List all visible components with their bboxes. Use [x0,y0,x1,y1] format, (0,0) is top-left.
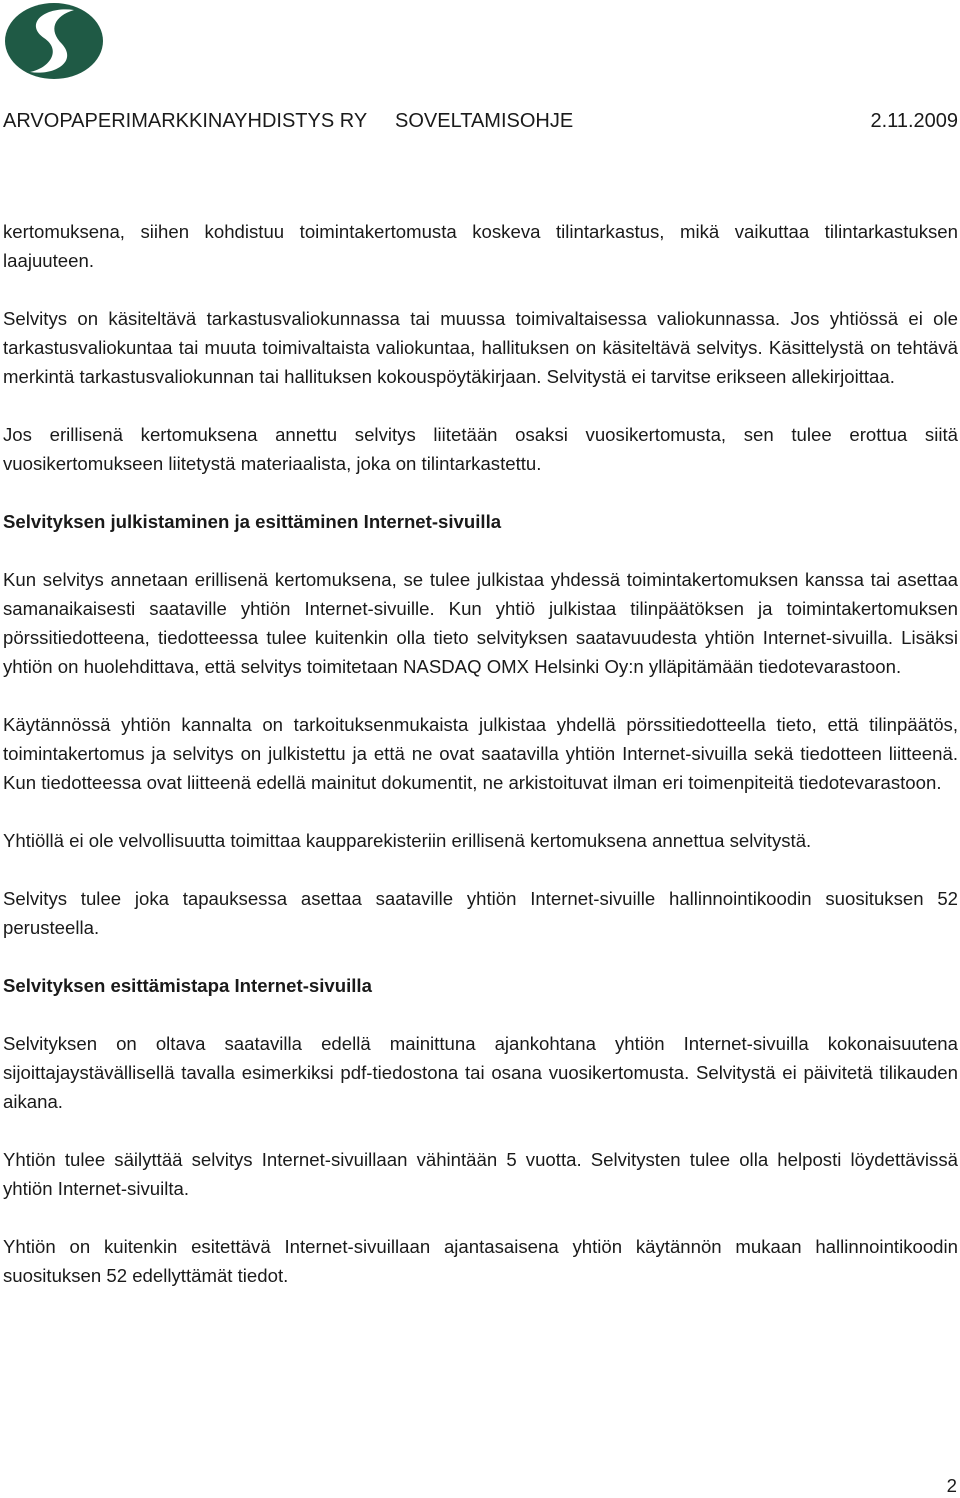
paragraph: Selvityksen on oltava saatavilla edellä mainittuna ajankohtana yhtiön Internet-sivuilla kokonaisuutena sijoittajaystävällisellä tavalla esimerkiksi pdf-tiedostona tai osana vuosikertomusta. Selvitystä ei päivitetä tilikauden aikana. [3,1033,958,1112]
organization-logo [4,2,104,80]
document-header [3,106,958,136]
section-heading: Selvityksen julkistaminen ja esittäminen Internet-sivuilla [3,511,502,532]
paragraph: Kun selvitys annetaan erillisenä kertomuksena, se tulee julkistaa yhdessä toimintakertomuksen kanssa tai asettaa samanaikaisesti saataville yhtiön Internet-sivuille. Kun yhtiö julkistaa tilinpäätöksen ja toimintakertomuksen pörssitiedotteena, tiedotteessa tulee kuitenkin olla tieto selvityksen saatavuudesta yhtiön Internet-sivuilla. Lisäksi yhtiön on huolehdittava, että selvitys toimitetaan NASDAQ OMX Helsinki Oy:n ylläpitämään tiedotevarastoon. [3,569,958,677]
header-document-type: SOVELTAMISOHJE [395,110,574,132]
header-organization: ARVOPAPERIMARKKINAYHDISTYS RY [3,110,368,132]
section-heading: Selvityksen esittämistapa Internet-sivuilla [3,975,372,996]
page-number: 2 [946,1475,957,1496]
paragraph: Jos erillisenä kertomuksena annettu selvitys liitetään osaksi vuosikertomusta, sen tulee erottua siitä vuosikertomukseen liitetystä materiaalista, joka on tilintarkastettu. [3,424,958,474]
paragraph: Selvitys tulee joka tapauksessa asettaa saataville yhtiön Internet-sivuille hallinnointikoodin suosituksen 52 perusteella. [3,888,958,938]
paragraph: Yhtiön on kuitenkin esitettävä Internet-sivuillaan ajantasaisena yhtiön käytännön mukaan hallinnointikoodin suosituksen 52 edellyttämät tiedot. [3,1236,958,1286]
paragraph: Yhtiön tulee säilyttää selvitys Internet-sivuillaan vähintään 5 vuotta. Selvitysten tulee olla helposti löydettävissä yhtiön Internet-sivuilta. [3,1149,958,1199]
document-body [3,217,958,1319]
paragraph: Selvitys on käsiteltävä tarkastusvaliokunnassa tai muussa toimivaltaisessa valiokunnassa. Jos yhtiössä ei ole tarkastusvaliokuntaa tai muuta toimivaltaista valiokuntaa, hallituksen on käsiteltävä selvitys. Käsittelystä on tehtävä merkintä tarkastusvaliokunnan tai hallituksen kokouspöytäkirjaan. Selvitystä ei tarvitse erikseen allekirjoittaa. [3,308,958,387]
header-date: 2.11.2009 [870,110,958,132]
paragraph: Käytännössä yhtiön kannalta on tarkoituksenmukaista julkistaa yhdellä pörssitiedotteella tieto, että tilinpäätös, toimintakertomus ja selvitys on julkistettu ja että ne ovat saatavilla yhtiön Internet-sivuilla sekä tiedotteen liitteenä. Kun tiedotteessa ovat liitteenä edellä mainitut dokumentit, ne arkistoituvat ilman eri toimenpiteitä tiedotevarastoon. [3,714,958,793]
paragraph: kertomuksena, siihen kohdistuu toimintakertomusta koskeva tilintarkastus, mikä vaikuttaa tilintarkastuksen laajuuteen. [3,221,958,271]
logo-icon [4,2,104,80]
paragraph: Yhtiöllä ei ole velvollisuutta toimittaa kaupparekisteriin erillisenä kertomuksena annettua selvitystä. [3,830,812,851]
